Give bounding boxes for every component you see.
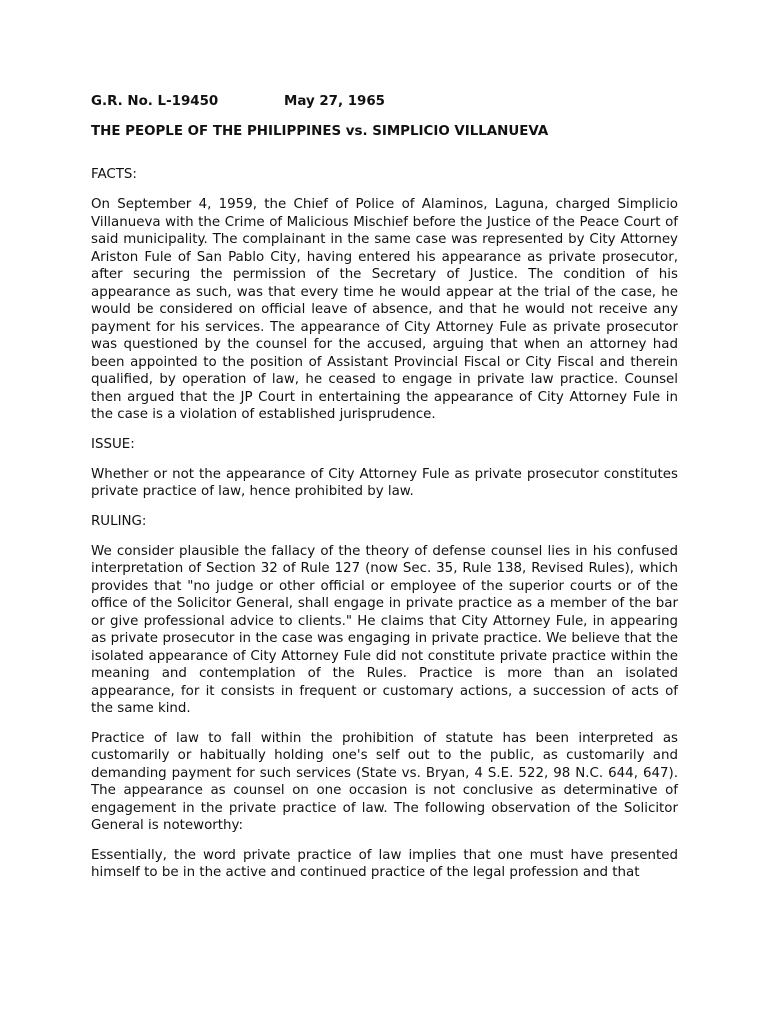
ruling-heading: RULING: xyxy=(91,513,147,529)
issue-paragraph: Whether or not the appearance of City Attorney Fule as private prosecutor constitutes private practice of law, hence prohibited by law. xyxy=(91,466,678,499)
ruling-paragraph-2: Practice of law to fall within the prohibition of statute has been interpreted as customarily or habitually holding one's self out to the public, as customarily and demanding payment for such services (State vs. Bryan, 4 S.E. 522, 98 N.C. 644, 647). The appearance as counsel on one occasion is not conclusive as determinative of engagement in the private practice of law. The following observation of the Solicitor General is noteworthy: xyxy=(91,730,678,833)
gr-number: G.R. No. L-19450 xyxy=(91,94,219,109)
issue-heading: ISSUE: xyxy=(91,436,135,452)
facts-paragraph: On September 4, 1959, the Chief of Police of Alaminos, Laguna, charged Simplicio Villanueva with the Crime of Malicious Mischief before the Justice of the Peace Court of said municipality. The complainant in the same case was represented by City Attorney Ariston Fule of San Pablo City, having entered his appearance as private prosecutor, after securing the permission of the Secretary of Justice. The condition of his appearance as such, was that every time he would appear at the trial of the case, he would be considered on official leave of absence, and that he would not receive any payment for his services. The appearance of City Attorney Fule as private prosecutor was questioned by the counsel for the accused, arguing that when an attorney had been appointed to the position of Assistant Provincial Fiscal or City Fiscal and therein qualified, by operation of law, he ceased to engage in private law practice. Counsel then argued that the JP Court in entertaining the appearance of City Attorney Fule in the case is a violation of established jurisprudence. xyxy=(91,197,678,422)
case-title: THE PEOPLE OF THE PHILIPPINES vs. SIMPLICIO VILLANUEVA xyxy=(91,124,549,139)
facts-heading: FACTS: xyxy=(91,167,137,182)
case-header xyxy=(91,92,678,111)
ruling-paragraph-3: Essentially, the word private practice of law implies that one must have presented himself to be in the active and continued practice of the legal profession and that xyxy=(91,847,678,880)
document-page xyxy=(91,92,678,882)
decision-date: May 27, 1965 xyxy=(284,94,385,109)
ruling-paragraph-1: We consider plausible the fallacy of the theory of defense counsel lies in his confused interpretation of Section 32 of Rule 127 (now Sec. 35, Rule 138, Revised Rules), which provides that "no judge or other official or employee of the superior courts or of the office of the Solicitor General, shall engage in private practice as a member of the bar or give professional advice to clients." He claims that City Attorney Fule, in appearing as private prosecutor in the case was engaging in private practice. We believe that the isolated appearance of City Attorney Fule did not constitute private practice within the meaning and contemplation of the Rules. Practice is more than an isolated appearance, for it consists in frequent or customary actions, a succession of acts of the same kind. xyxy=(91,543,678,716)
